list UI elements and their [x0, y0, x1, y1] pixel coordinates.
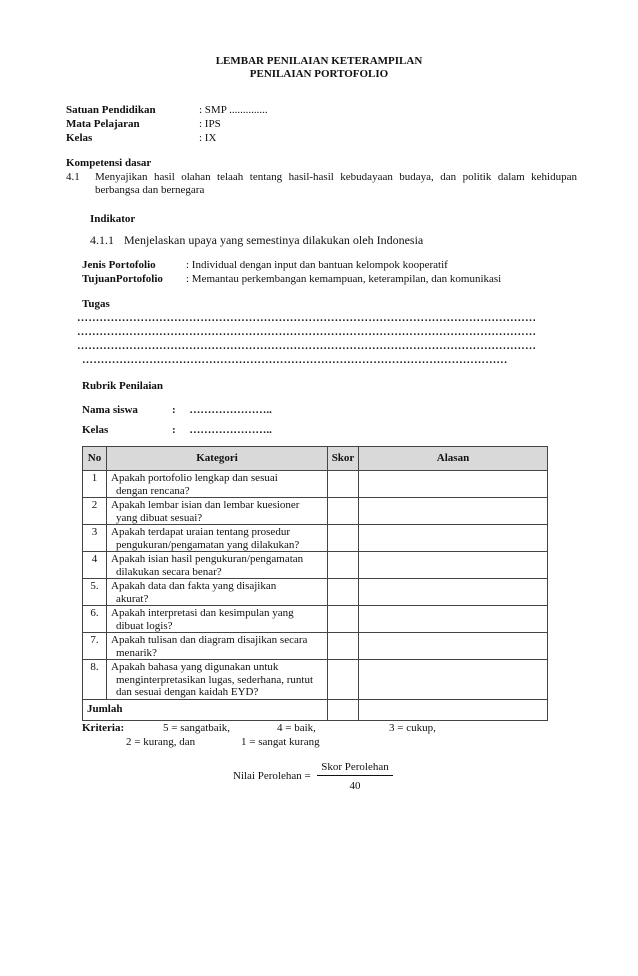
- kriteria-label: Kriteria:: [82, 722, 125, 734]
- tugas-line-1: ……………………………………………………………………………………………………………: [77, 312, 537, 324]
- kategori-line: dengan rencana?: [116, 484, 190, 497]
- kategori-line: menarik?: [116, 646, 157, 659]
- kategori-line: Apakah isian hasil pengukuran/pengamatan: [111, 553, 304, 565]
- row-number: 8.: [83, 660, 107, 700]
- alasan-cell[interactable]: [359, 606, 548, 633]
- skor-cell[interactable]: [328, 660, 359, 700]
- table-row: [83, 660, 548, 700]
- kompetensi-text-line2: berbangsa dan bernegara: [95, 184, 205, 196]
- alasan-cell[interactable]: [359, 660, 548, 700]
- row-kategori: [107, 633, 328, 660]
- row-kategori: [107, 606, 328, 633]
- row-kategori: [107, 579, 328, 606]
- fraction-numerator: Skor Perolehan: [317, 761, 393, 776]
- tujuan-portofolio-label: TujuanPortofolio: [82, 273, 163, 285]
- nilai-perolehan-label: Nilai Perolehan =: [233, 770, 311, 782]
- jumlah-skor-cell[interactable]: [328, 699, 359, 720]
- row-kategori: [107, 498, 328, 525]
- nama-siswa-value: : …………………..: [172, 404, 272, 416]
- kategori-line: Apakah data dan fakta yang disajikan: [111, 580, 277, 592]
- tugas-heading: Tugas: [82, 298, 110, 310]
- row-number: 1: [83, 471, 107, 498]
- skor-cell[interactable]: [328, 579, 359, 606]
- kategori-line: dan sesuai dengan kaidah EYD?: [116, 686, 259, 698]
- skor-cell[interactable]: [328, 498, 359, 525]
- col-alasan: Alasan: [359, 447, 548, 471]
- kriteria-2: 2 = kurang, dan: [126, 736, 196, 748]
- skor-cell[interactable]: [328, 606, 359, 633]
- row-number: 3: [83, 525, 107, 552]
- tugas-line-4: ……………………………………………………………………………………………………: [82, 354, 508, 366]
- row-kategori: [107, 660, 328, 700]
- document-title: LEMBAR PENILAIAN KETERAMPILAN: [215, 55, 423, 67]
- alasan-cell[interactable]: [359, 552, 548, 579]
- kategori-line: Apakah terdapat uraian tentang prosedur: [111, 526, 290, 538]
- nama-siswa-label: Nama siswa: [82, 404, 138, 416]
- kompetensi-text-line1: Menyajikan hasil olahan telaah tentang hasil-hasil kebudayaan budaya, dan politik dalam kehidupan: [95, 171, 577, 183]
- indikator-number: 4.1.1: [90, 233, 114, 247]
- kriteria-5: 5 = sangatbaik,: [163, 722, 230, 734]
- kategori-line: Apakah interpretasi dan kesimpulan yang: [111, 607, 294, 619]
- kelas-siswa-value: : …………………..: [172, 424, 272, 436]
- jenis-portofolio-label: Jenis Portofolio: [82, 259, 156, 271]
- col-no: No: [83, 447, 107, 471]
- kelas-siswa-label: Kelas: [82, 424, 109, 436]
- table-row: [83, 498, 548, 525]
- document-subtitle: PENILAIAN PORTOFOLIO: [249, 68, 389, 80]
- row-number: 2: [83, 498, 107, 525]
- kriteria-3: 3 = cukup,: [389, 722, 436, 734]
- row-number: 4: [83, 552, 107, 579]
- fraction-denominator: 40: [349, 780, 361, 792]
- kategori-line: Apakah tulisan dan diagram disajikan secara: [111, 634, 308, 646]
- kategori-line: Apakah portofolio lengkap dan sesuai: [111, 472, 278, 484]
- kompetensi-heading: Kompetensi dasar: [66, 157, 152, 169]
- kategori-line: dibuat logis?: [116, 619, 173, 632]
- table-row: [83, 606, 548, 633]
- indikator-heading: Indikator: [90, 213, 136, 225]
- row-kategori: [107, 552, 328, 579]
- table-row: [83, 471, 548, 498]
- table-header-row: [83, 447, 548, 471]
- rubrik-heading: Rubrik Penilaian: [82, 380, 163, 392]
- alasan-cell[interactable]: [359, 498, 548, 525]
- kategori-line: Apakah lembar isian dan lembar kuesioner: [111, 499, 300, 511]
- tugas-line-3: ……………………………………………………………………………………………………………: [77, 340, 537, 352]
- kriteria-4: 4 = baik,: [277, 722, 316, 734]
- skor-cell[interactable]: [328, 471, 359, 498]
- table-row: [83, 525, 548, 552]
- kelas-value: : IX: [199, 132, 217, 144]
- row-number: 5.: [83, 579, 107, 606]
- jenis-portofolio-value: : Individual dengan input dan bantuan kelompok kooperatif: [186, 259, 448, 271]
- alasan-cell[interactable]: [359, 471, 548, 498]
- row-kategori: [107, 525, 328, 552]
- kategori-line: akurat?: [116, 592, 149, 605]
- tujuan-portofolio-value: : Memantau perkembangan kemampuan, keterampilan, dan komunikasi: [186, 273, 502, 285]
- kategori-line: pengukuran/pengamatan yang dilakukan?: [116, 538, 300, 551]
- alasan-cell[interactable]: [359, 525, 548, 552]
- jumlah-label: Jumlah: [83, 699, 328, 720]
- jumlah-alasan-cell[interactable]: [359, 699, 548, 720]
- kompetensi-number: 4.1: [66, 171, 80, 183]
- table-row: [83, 579, 548, 606]
- skor-cell[interactable]: [328, 633, 359, 660]
- kategori-line: Apakah bahasa yang digunakan untuk: [111, 661, 279, 673]
- indikator-text: Menjelaskan upaya yang semestinya dilakukan oleh Indonesia: [124, 233, 424, 247]
- jumlah-row: [83, 699, 548, 720]
- skor-cell[interactable]: [328, 552, 359, 579]
- mapel-label: Mata Pelajaran: [66, 118, 140, 130]
- tugas-line-2: ……………………………………………………………………………………………………………: [77, 326, 537, 338]
- satuan-label: Satuan Pendidikan: [66, 104, 156, 116]
- row-kategori: [107, 471, 328, 498]
- col-skor: Skor: [328, 447, 359, 471]
- col-kategori: Kategori: [107, 447, 328, 471]
- nilai-fraction: [317, 761, 393, 792]
- kategori-line: yang dibuat sesuai?: [116, 511, 203, 524]
- kategori-line: menginterpretasikan lugas, sederhana, runtut: [116, 673, 314, 686]
- table-row: [83, 552, 548, 579]
- table-row: [83, 633, 548, 660]
- rubric-table: [82, 446, 548, 721]
- satuan-value: : SMP ..............: [199, 104, 268, 116]
- kriteria-1: 1 = sangat kurang: [241, 736, 320, 748]
- kategori-line: dilakukan secara benar?: [116, 565, 222, 578]
- row-number: 6.: [83, 606, 107, 633]
- skor-cell[interactable]: [328, 525, 359, 552]
- row-number: 7.: [83, 633, 107, 660]
- alasan-cell[interactable]: [359, 633, 548, 660]
- kelas-label: Kelas: [66, 132, 93, 144]
- alasan-cell[interactable]: [359, 579, 548, 606]
- mapel-value: : IPS: [199, 118, 221, 130]
